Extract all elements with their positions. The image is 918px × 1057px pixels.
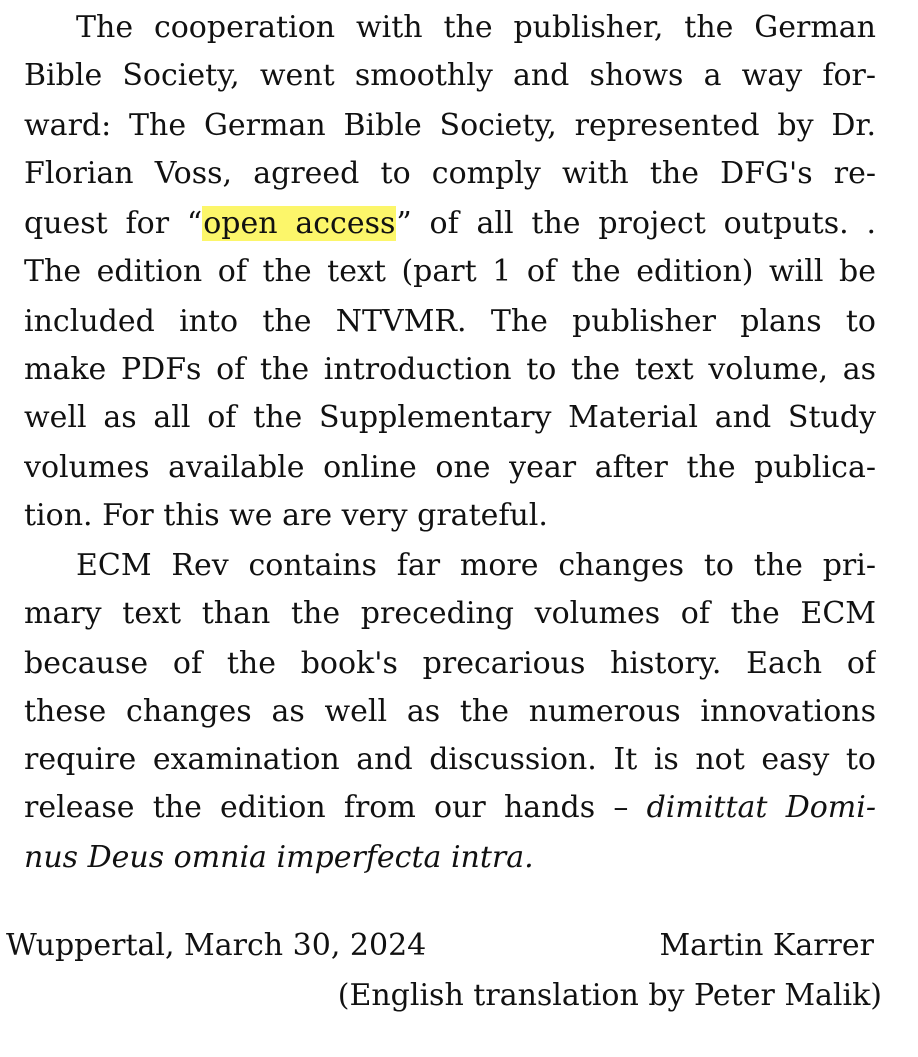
text-line: Florian Voss, agreed to comply with the DFG's re-	[24, 156, 876, 191]
text-line: Bible Society, went smoothly and shows a way for-	[24, 58, 876, 93]
text-line: make PDFs of the introduction to the text volume, as	[24, 352, 876, 387]
text-segment: ” of all the project outputs. .	[396, 206, 876, 241]
text-line: volumes available online one year after the publica-	[24, 450, 876, 485]
text-line	[24, 834, 876, 882]
text-line: these changes as well as the numerous innovations	[24, 694, 876, 729]
latin-quote: nus Deus omnia imperfecta intra.	[24, 840, 534, 875]
text-line: The edition of the text (part 1 of the edition) will be	[24, 254, 876, 289]
text-line: ward: The German Bible Society, represented by Dr.	[24, 108, 876, 143]
highlighted-phrase[interactable]: open access	[203, 206, 396, 241]
text-line: mary text than the preceding volumes of the ECM	[24, 596, 876, 631]
author-name: Martin Karrer	[659, 928, 874, 963]
text-line: tion. For this we are very grateful.	[24, 498, 548, 533]
text-line: well as all of the Supplementary Material and Study	[24, 400, 876, 435]
text-line	[24, 784, 876, 832]
text-segment: quest for “	[24, 206, 203, 241]
latin-quote: dimittat Domi-	[646, 790, 876, 825]
text-segment: release the edition from our hands –	[24, 790, 647, 825]
text-line: ECM Rev contains far more changes to the pri-	[76, 548, 876, 583]
place-date: Wuppertal, March 30, 2024	[6, 928, 427, 963]
text-line: The cooperation with the publisher, the German	[76, 10, 876, 45]
text-line: require examination and discussion. It is not easy to	[24, 742, 876, 777]
text-line: because of the book's precarious history. Each of	[24, 646, 876, 681]
text-line	[24, 200, 876, 248]
text-line: included into the NTVMR. The publisher plans to	[24, 304, 876, 339]
translation-credit: (English translation by Peter Malik)	[337, 978, 882, 1013]
